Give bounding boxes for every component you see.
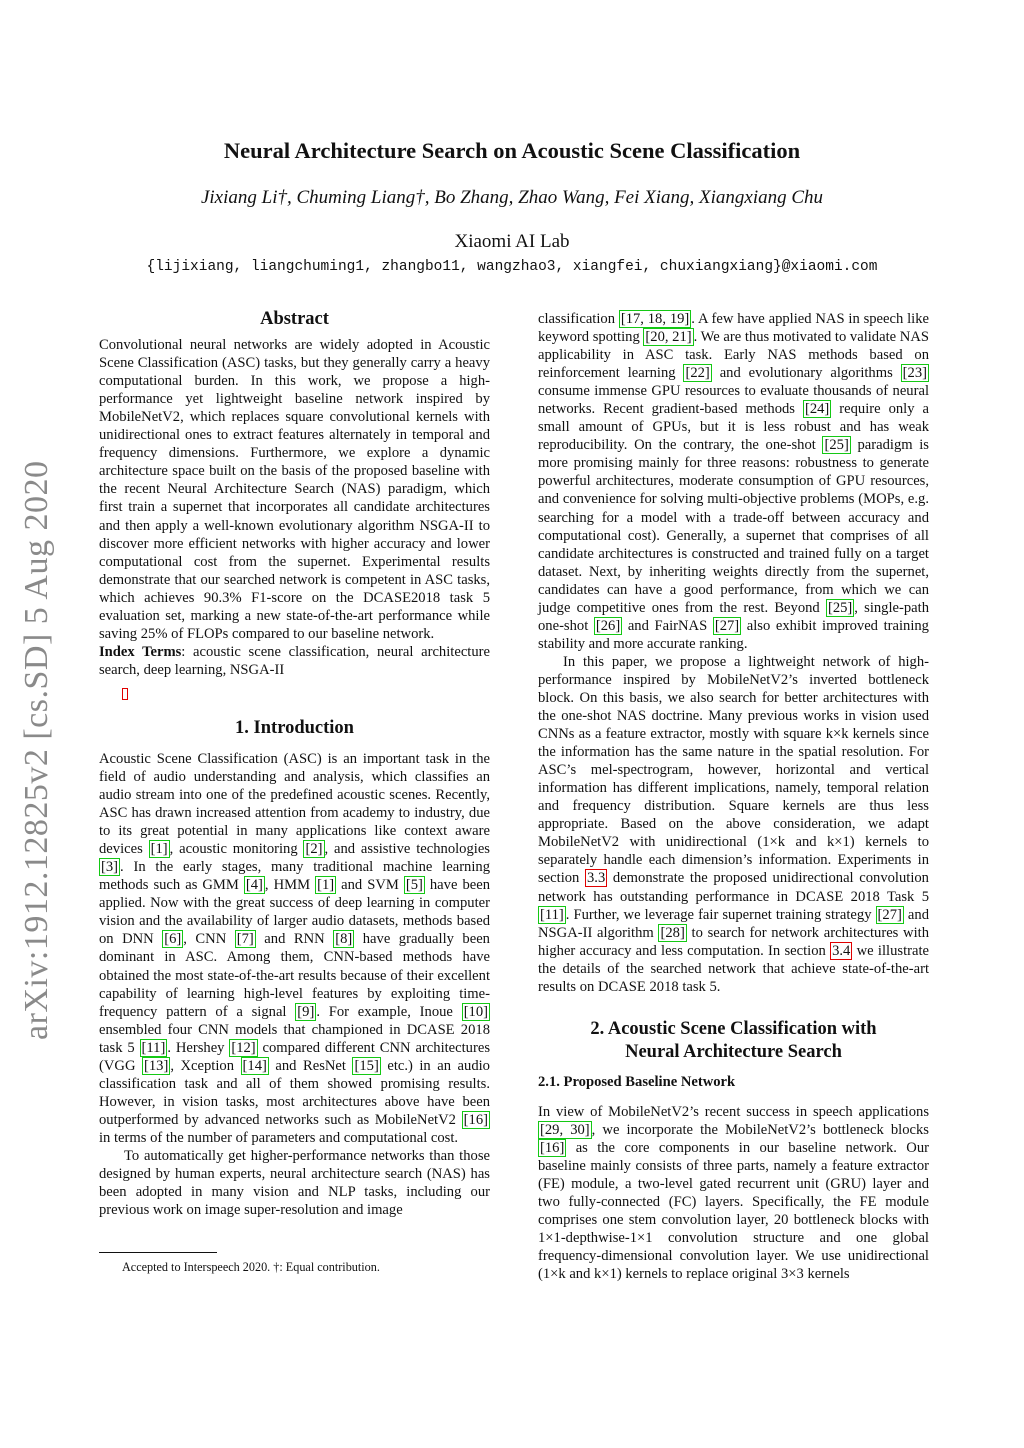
author-emails: {lijixiang, liangchuming1, zhangbo11, wangzhao3, xiangfei, chuxiangxiang}@xiaomi.com bbox=[146, 259, 878, 275]
citation-link[interactable]: [28] bbox=[660, 924, 685, 941]
citation-link[interactable]: [14] bbox=[242, 1057, 267, 1074]
index-terms-label: Index Terms bbox=[99, 643, 182, 660]
citation-link[interactable]: [16] bbox=[540, 1139, 565, 1156]
baseline-paragraph: In view of MobileNetV2’s recent success in speech applications [29, 30] , we incorporate the MobileNetV2’s bottleneck blocks [16] as the core components in our baseline network. Our baseline mainly consists of three parts, namely a feature extractor (FE) module, a two-level gated recurrent unit (GRU) layer and two fully-connected (FC) layers. Specifically, the FE module comprises one stem convolution layer, 20 bottleneck blocks with 1×1-depthwise-1×1 convolution structure and one global frequency-dimensional convolution layer. We use unidirectional (1×k and k×1) kernels to replace original 3×3 kernels bbox=[538, 1103, 929, 1283]
citation-link[interactable]: [26] bbox=[595, 617, 621, 634]
intro-heading: 1. Introduction bbox=[235, 717, 354, 738]
intro-paragraph-2: To automatically get higher-performance networks than those designed by human experts, neural architecture search (NAS) has been adopted in many vision and NLP tasks, including our previous work on image super-resolution and image bbox=[99, 1147, 490, 1219]
arxiv-identifier: arXiv:1912.12825v2 [cs.SD] 5 Aug 2020 bbox=[18, 460, 55, 1040]
citation-link[interactable]: [29, 30] bbox=[540, 1121, 590, 1138]
affiliation: Xiaomi AI Lab bbox=[454, 231, 570, 252]
citation-link[interactable]: [5] bbox=[405, 877, 423, 894]
citation-link[interactable]: [6] bbox=[164, 931, 182, 948]
citation-link[interactable]: [23] bbox=[902, 365, 927, 382]
section-reference-link[interactable]: 3.3 bbox=[587, 870, 606, 887]
subsection-2-1-heading: 2.1. Proposed Baseline Network bbox=[538, 1073, 736, 1090]
citation-link[interactable]: [15] bbox=[354, 1057, 379, 1074]
left-column bbox=[99, 310, 490, 1219]
citation-link[interactable]: [12] bbox=[231, 1039, 256, 1056]
citation-link[interactable]: [25] bbox=[827, 599, 853, 616]
footnote-rule bbox=[99, 1252, 217, 1253]
citation-link[interactable]: [17, 18, 19] bbox=[620, 311, 690, 327]
citation-link[interactable]: [13] bbox=[144, 1057, 169, 1074]
intro-paragraph-1: Acoustic Scene Classification (ASC) is an important task in the field of audio understanding and analysis, which classifies an audio stream into one of the predefined acoustic scenes. Recently, ASC has drawn increased attention from academy to industry, due to its great potential in many applications like context aware devices [1] , acoustic monitoring [2] , and assistive technologies [3] . In the early stages, many traditional machine learning methods such as GMM [4] , HMM [1] and SVM [5] have been applied. Now with the great success of deep learning in computer vision and the availability of larger audio datasets, methods based on DNN [6] , CNN [7] and RNN [8] have gradually been dominant in ASC. Among them, CNN-based methods have obtained the most state-of-the-art results because of their excellent capability of learning high-level features by exploiting time-frequency pattern of a signal [9] . For example, Inoue [10] ensembled four CNN models that championed in DCASE 2018 task 5 [11] . Hershey [12] compared different CNN architectures (VGG [13] , Xception [14] and ResNet [15] etc.) in an audio classification task and all of them showed promising results. However, in vision tasks, most architectures above have been outperformed by advanced networks such as MobileNetV2 [16] in terms of the number of parameters and computational cost. bbox=[99, 750, 490, 1146]
section-spacer bbox=[538, 996, 929, 1018]
citation-link[interactable]: [9] bbox=[297, 1003, 315, 1020]
citation-link[interactable]: [3] bbox=[101, 859, 119, 876]
section-2-heading-line-2: Neural Architecture Search bbox=[625, 1041, 842, 1062]
citation-link[interactable]: [27] bbox=[714, 617, 740, 634]
citation-link[interactable]: [20, 21] bbox=[645, 329, 692, 346]
paper-title: Neural Architecture Search on Acoustic Scene Classification bbox=[223, 138, 801, 163]
abstract-text: Convolutional neural networks are widely adopted in Acoustic Scene Classification (ASC) tasks, but they generally carry a heavy computational burden. In this work, we propose a high-performance yet lightweight baseline network inspired by MobileNetV2, which replaces square convolutional kernels with unidirectional ones to extract features alternately in temporal and frequency dimensions. Furthermore, we explore a dynamic architecture space built on the basis of the proposed baseline with the recent Neural Architecture Search (NAS) paradigm, which first train a supernet that incorporates all candidate architectures and then apply a well-known evolutionary algorithm NSGA-II to discover more efficient networks with higher accuracy and lower computational cost from the supernet. Experimental results demonstrate that our searched network is competent in ASC tasks, which achieves 90.3% F1-score on the DCASE2018 task 5 evaluation set, marking a new state-of-the-art performance while saving 25% of FLOPs compared to our baseline network. bbox=[99, 337, 490, 642]
citation-link[interactable]: [11] bbox=[141, 1039, 166, 1056]
citation-link[interactable]: [10] bbox=[463, 1003, 489, 1020]
abstract-spacer bbox=[99, 679, 490, 707]
section-reference-link[interactable]: 3.4 bbox=[832, 942, 851, 959]
footnote: Accepted to Interspeech 2020. †: Equal contribution. bbox=[122, 1260, 380, 1274]
index-terms bbox=[99, 643, 490, 679]
intro-paragraph-3: classification [17, 18, 19] . A few have applied NAS in speech like keyword spotting [20, 21] . We are thus motivated to validate NAS applicability in ASC task. Early NAS methods based on reinforcement learning [22] and evolutionary algorithms [23] consume immense GPU resources to evaluate thousands of neural networks. Recent gradient-based methods [24] require only a small amount of GPUs, but it is less robust and has weak reproducibility. On the contrary, the one-shot [25] paradigm is more promising mainly for three reasons: robustness to generate powerful architectures, moderate consumption of GPU resources, and convenience for solving multi-objective problems (MOPs, e.g. searching for a model with a trade-off between accuracy and computational cost). Generally, a supernet that comprises of all candidate architectures is constructed and trained fully on a target dataset. Next, by inheriting weights directly from the supernet, candidates can have a good performance, from which we can judge competitive ones from the rest. Beyond [25] , single-path one-shot [26] and FairNAS [27] also exhibit improved training stability and more accurate ranking. bbox=[538, 311, 929, 652]
citation-link[interactable]: [24] bbox=[804, 401, 830, 418]
author-list: Jixiang Li†, Chuming Liang†, Bo Zhang, Zhao Wang, Fei Xiang, Xiangxiang Chu bbox=[200, 187, 824, 208]
citation-link[interactable]: [1] bbox=[150, 841, 168, 858]
citation-link[interactable]: [4] bbox=[245, 877, 263, 894]
citation-link[interactable]: [2] bbox=[305, 841, 323, 858]
citation-link[interactable]: [1] bbox=[317, 877, 335, 894]
section-2-heading-line-1: 2. Acoustic Scene Classification with bbox=[590, 1018, 877, 1039]
index-terms-text: : acoustic scene classification, neural architecture search, deep learning, NSGA-II bbox=[99, 643, 490, 678]
intro-paragraph-4: In this paper, we propose a lightweight network of high-performance inspired by MobileNetV2’s inverted bottleneck block. On this basis, we also search for better architectures with the one-shot NAS doctrine. Many previous works in vision used CNNs as a feature extractor, mostly with square k×k kernels since the information has the same nature in the spatial resolution. For ASC’s mel-spectrogram, however, horizontal and vertical information has different implications, namely, temporal relation and frequency distribution. Square kernels are thus less appropriate. Based on the above consideration, we adapt MobileNetV2 with unidirectional (1×k and k×1) kernels to separately handle each dimension’s information. Experiments in section 3.3 demonstrate the proposed unidirectional convolution network has outstanding performance in DCASE 2018 Task 5 [11] . Further, we leverage fair supernet training strategy [27] and NSGA-II algorithm [28] to search for network architectures with higher accuracy and less computation. In section 3.4 we illustrate the details of the searched network that achieve state-of-the-art results on DCASE 2018 task 5. bbox=[538, 653, 930, 995]
link-marker[interactable] bbox=[122, 688, 128, 700]
abstract-heading: Abstract bbox=[260, 309, 329, 329]
citation-link[interactable]: [11] bbox=[540, 906, 564, 923]
citation-link[interactable]: [8] bbox=[335, 931, 353, 948]
citation-link[interactable]: [25] bbox=[824, 437, 849, 454]
citation-link[interactable]: [27] bbox=[877, 906, 902, 923]
citation-link[interactable]: [22] bbox=[685, 365, 710, 382]
citation-link[interactable]: [7] bbox=[236, 931, 254, 948]
citation-link[interactable]: [16] bbox=[463, 1111, 488, 1128]
right-column bbox=[538, 310, 929, 1283]
